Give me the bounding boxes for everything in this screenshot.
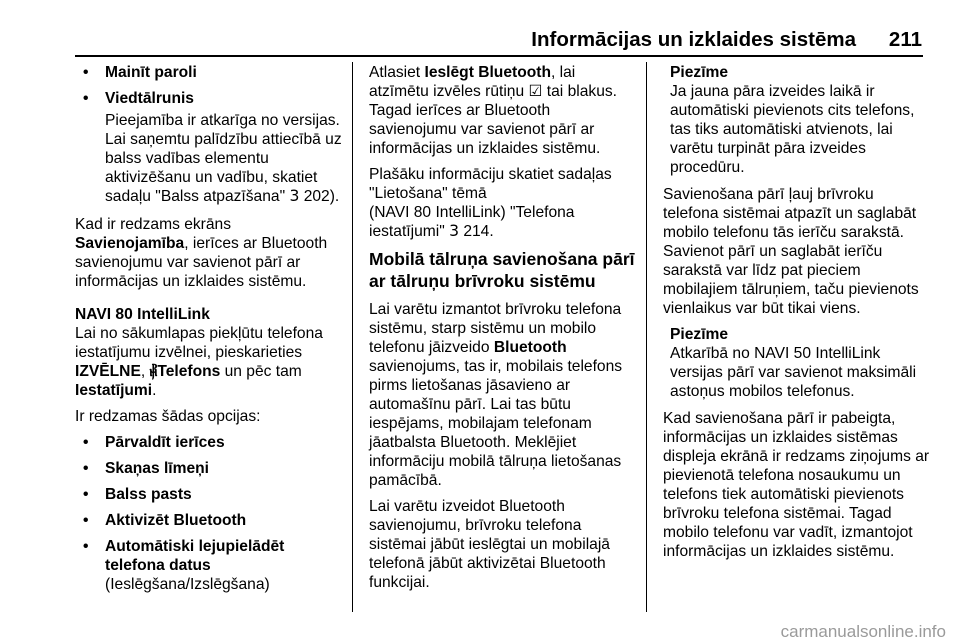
more-info-paragraph: Plašāku informāciju skatiet sadaļas "Lietošana" tēmā (NAVI 80 IntelliLink) "Telefona iestatījumi" 3 214. [369, 166, 612, 240]
bluetooth-requirement-paragraph: Lai varētu izveidot Bluetooth savienojumu, brīvroku telefona sistēmai jābūt ieslēgtai un mobilajā telefonā jābūt aktivizētai Bluetooth funkcijai. [369, 498, 610, 591]
option-auto-download: • Automātiski lejupielādēt telefona datus (Ieslēgšana/Izslēgšana) [75, 537, 347, 594]
page-number: 211 [888, 28, 922, 51]
bluetooth-on-paragraph: Atlasiet Ieslēgt Bluetooth, lai atzīmētu izvēles rūtiņu ☑ tai blakus. Tagad ierīces ar Bluetooth savienojumu var savienot pārī ar informācijas un izklaides sistēmu. [369, 64, 617, 157]
connectivity-paragraph: Kad ir redzams ekrāns Savienojamība, ierīces ar Bluetooth savienojumu var savienot pārī ar informācijas un izklaides sistēmu. [75, 216, 328, 290]
note-2 [663, 325, 931, 401]
column-divider-1 [352, 62, 353, 612]
pairing-complete-paragraph: Kad savienošana pārī ir pabeigta, informācijas un izklaides sistēmas displeja ekrānā ir redzams ziņojums ar pievienotā telefona nosaukumu un telefons tiek automātiski pievienots brīvroku telefona sistēmai. Tagad mobilo telefonu var vadīt, izmantojot informācijas un izklaides sistēmu. [663, 410, 930, 560]
note-title: Piezīme [670, 326, 729, 343]
option-sound-levels: • Skaņas līmeņi [75, 459, 347, 478]
note-title: Piezīme [670, 64, 729, 81]
option-change-password: • Mainīt paroli [75, 63, 347, 82]
phone-icon: ⳥ [149, 363, 158, 380]
option-manage-devices: • Pārvaldīt ierīces [75, 433, 347, 452]
option-smartphone: • Viedtālrunis [75, 89, 347, 108]
page-header [0, 0, 960, 56]
navi80-heading: NAVI 80 IntelliLink [75, 306, 210, 323]
note-1 [663, 63, 931, 177]
column-2 [369, 63, 639, 599]
pairing-intro-paragraph: Lai varētu izmantot brīvroku telefona sistēmu, starp sistēmu un mobilo telefonu jāizveido Bluetooth savienojums, tas ir, mobilais telefons pirms lietošanas jāsavieno ar automašīnu pārī. Lai tas būtu iespējams, mobilajam telefonam jāatbalsta Bluetooth. Meklējiet informāciju mobilā tālruņa lietošanas pamācībā. [369, 301, 623, 489]
header-divider [75, 55, 923, 57]
option-enable-bluetooth: • Aktivizēt Bluetooth [75, 511, 347, 530]
reference-arrow-icon: 3 [449, 222, 459, 240]
note-text: Atkarībā no NAVI 50 IntelliLink versijas pārī var savienot maksimāli astoņus mobilos telefonus. [670, 345, 917, 400]
note-text: Ja jauna pāra izveides laikā ir automātiski pievienots cits telefons, tas tiks automātiski atvienots, lai varētu turpināt pāra izveides procedūru. [670, 83, 915, 176]
page-title: Informācijas un izklaides sistēma [531, 28, 856, 51]
phone-settings-paragraph: Lai no sākumlapas piekļūtu telefona iestatījumu izvēlnei, pieskarieties IZVĒLNE, ⳥Telefons un pēc tam Iestatījumi. [75, 325, 323, 399]
pairing-list-paragraph: Savienošana pārī ļauj brīvroku telefona sistēmai atpazīt un saglabāt mobilo telefonu tās ierīču sarakstā. Savienot pārī un saglabāt ierīču sarakstā var līdz pat pieciem mobilajiem tālruņiem, taču pievienots vienlaikus var būt tikai viens. [663, 186, 919, 317]
section-heading: Mobilā tālruņa savienošana pārī ar tālruņu brīvroku sistēmu [369, 249, 635, 291]
reference-arrow-icon: 3 [289, 187, 300, 205]
column-1 [75, 63, 347, 601]
options-intro: Ir redzamas šādas opcijas: [75, 408, 261, 425]
smartphone-description: Pieejamība ir atkarīga no versijas. Lai saņemtu palīdzību attiecībā uz balss vadības elementu aktivizēšanu un vadību, skatiet sadaļu "Balss atpazīšana" 3 202). [105, 112, 342, 205]
column-divider-2 [646, 62, 647, 612]
watermark: carmanualsonline.info [780, 622, 946, 641]
column-3 [663, 63, 931, 568]
option-voicemail: • Balss pasts [75, 485, 347, 504]
